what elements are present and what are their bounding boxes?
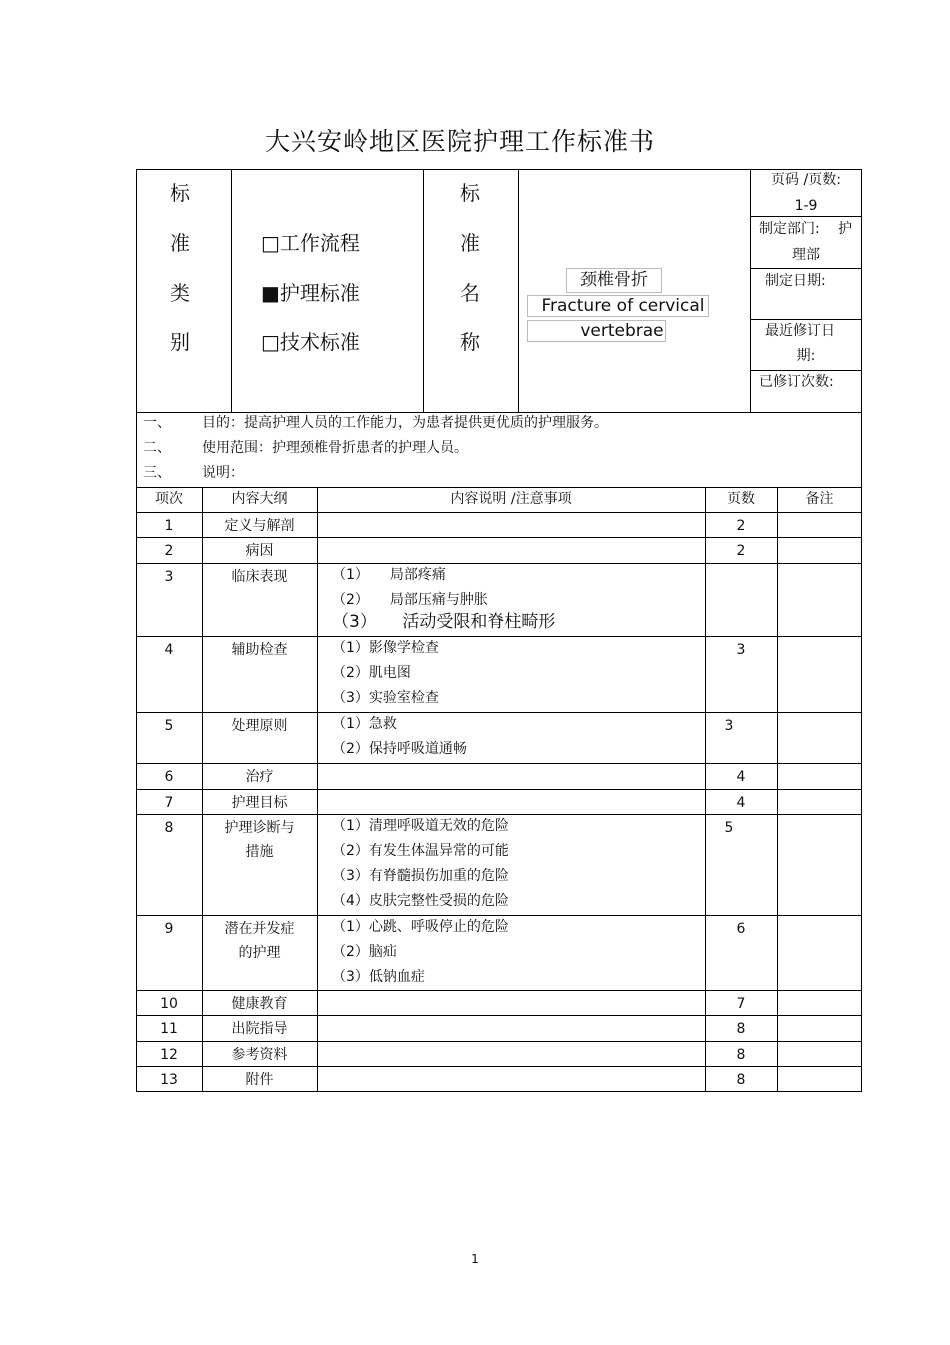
revised-label: 期: bbox=[796, 348, 816, 364]
row-outline: 处理原则 bbox=[231, 718, 288, 734]
row-page: 5 bbox=[724, 820, 734, 836]
name-label-char: 标 bbox=[460, 181, 480, 205]
row-page: 8 bbox=[736, 1021, 746, 1037]
revision-count-label: 已修订次数: bbox=[759, 374, 834, 390]
intro-purpose: 目的：提高护理人员的工作能力，为患者提供更优质的护理服务。 bbox=[202, 415, 608, 431]
row-page: 8 bbox=[736, 1072, 746, 1088]
pages-value: 1-9 bbox=[794, 198, 818, 214]
intro-num: 二、 bbox=[143, 440, 171, 456]
row-num: 4 bbox=[164, 642, 174, 658]
row-detail-item: （4）皮肤完整性受损的危险 bbox=[332, 893, 509, 909]
standard-name-cn: 颈椎骨折 bbox=[580, 270, 648, 290]
row-detail-item: （3）实验室检查 bbox=[332, 690, 439, 706]
row-outline: 潜在并发症 bbox=[224, 921, 295, 937]
standard-name-en-2: vertebrae bbox=[580, 321, 664, 341]
row-outline: 参考资料 bbox=[231, 1047, 288, 1063]
standard-name-en-1: Fracture of cervical bbox=[541, 296, 705, 316]
row-outline: 临床表现 bbox=[231, 569, 288, 585]
row-page: 7 bbox=[736, 996, 746, 1012]
row-outline: 措施 bbox=[245, 844, 274, 860]
row-outline: 护理诊断与 bbox=[224, 820, 295, 836]
row-page: 4 bbox=[736, 769, 746, 785]
column-page-header: 页数 bbox=[727, 491, 755, 507]
category-label-char: 类 bbox=[170, 281, 190, 305]
name-label-char: 准 bbox=[460, 231, 480, 255]
category-label-char: 别 bbox=[170, 330, 190, 354]
intro-num: 三、 bbox=[143, 465, 171, 481]
row-num: 1 bbox=[164, 518, 174, 534]
row-page: 3 bbox=[736, 642, 746, 658]
column-details-header: 内容说明 /注意事项 bbox=[450, 491, 572, 507]
row-outline: 的护理 bbox=[238, 945, 281, 961]
row-detail-item: （1） 局部疼痛 bbox=[332, 567, 446, 583]
row-detail-item: （2）肌电图 bbox=[332, 665, 411, 681]
row-num: 8 bbox=[164, 820, 174, 836]
row-detail-item: （3） 活动受限和脊柱畸形 bbox=[332, 612, 556, 632]
row-num: 12 bbox=[160, 1047, 178, 1063]
row-page: 8 bbox=[736, 1047, 746, 1063]
row-outline: 定义与解剖 bbox=[224, 518, 295, 534]
category-label-char: 标 bbox=[170, 181, 190, 205]
row-outline: 病因 bbox=[245, 543, 274, 559]
dept-label: 制定部门: bbox=[759, 221, 820, 237]
row-outline: 出院指导 bbox=[231, 1021, 288, 1037]
dept-value: 理部 bbox=[792, 247, 820, 263]
date-label: 制定日期: bbox=[765, 273, 826, 289]
row-outline: 护理目标 bbox=[231, 795, 288, 811]
page-number: 1 bbox=[471, 1252, 479, 1266]
row-detail-item: （1）急救 bbox=[332, 716, 397, 732]
page-title: 大兴安岭地区医院护理工作标准书 bbox=[264, 127, 655, 156]
row-num: 6 bbox=[164, 769, 174, 785]
row-detail-item: （3）低钠血症 bbox=[332, 969, 425, 985]
pages-label: 页码 /页数: bbox=[771, 172, 841, 188]
row-detail-item: （2）脑疝 bbox=[332, 944, 397, 960]
row-outline: 健康教育 bbox=[231, 996, 288, 1012]
row-num: 7 bbox=[164, 795, 174, 811]
row-page: 2 bbox=[736, 543, 746, 559]
row-outline: 附件 bbox=[245, 1072, 274, 1088]
row-page: 6 bbox=[736, 921, 746, 937]
category-label-char: 准 bbox=[170, 231, 190, 255]
name-label-char: 称 bbox=[460, 330, 480, 354]
column-outline-header: 内容大纲 bbox=[231, 491, 288, 507]
column-remarks-header: 备注 bbox=[805, 491, 834, 507]
row-num: 2 bbox=[164, 543, 174, 559]
row-page: 4 bbox=[736, 795, 746, 811]
row-num: 11 bbox=[160, 1021, 178, 1037]
column-num-header: 项次 bbox=[155, 491, 183, 507]
row-detail-item: （1）清理呼吸道无效的危险 bbox=[332, 818, 509, 834]
row-num: 13 bbox=[160, 1072, 178, 1088]
option-nursing-standard: ■护理标准 bbox=[261, 281, 360, 305]
row-num: 9 bbox=[164, 921, 174, 937]
row-outline: 治疗 bbox=[245, 769, 274, 785]
name-label-char: 名 bbox=[460, 281, 480, 305]
row-outline: 辅助检查 bbox=[231, 642, 288, 658]
option-workflow: □工作流程 bbox=[261, 231, 360, 255]
intro-scope: 使用范围：护理颈椎骨折患者的护理人员。 bbox=[202, 440, 468, 456]
row-detail-item: （2） 局部压痛与肿胀 bbox=[332, 592, 488, 608]
row-detail-item: （2）有发生体温异常的可能 bbox=[332, 843, 509, 859]
revised-label: 最近修订日 bbox=[765, 323, 835, 339]
row-num: 10 bbox=[160, 996, 178, 1012]
intro-num: 一、 bbox=[143, 415, 171, 431]
intro-note: 说明： bbox=[202, 465, 244, 481]
row-detail-item: （1）心跳、呼吸停止的危险 bbox=[332, 919, 509, 935]
row-detail-item: （1）影像学检查 bbox=[332, 640, 439, 656]
row-detail-item: （2）保持呼吸道通畅 bbox=[332, 741, 467, 757]
row-num: 3 bbox=[164, 569, 174, 585]
option-technical-standard: □技术标准 bbox=[261, 330, 360, 354]
dept-value: 护 bbox=[838, 221, 852, 237]
row-num: 5 bbox=[164, 718, 174, 734]
row-page: 3 bbox=[724, 718, 734, 734]
row-detail-item: （3）有脊髓损伤加重的危险 bbox=[332, 868, 509, 884]
row-page: 2 bbox=[736, 518, 746, 534]
